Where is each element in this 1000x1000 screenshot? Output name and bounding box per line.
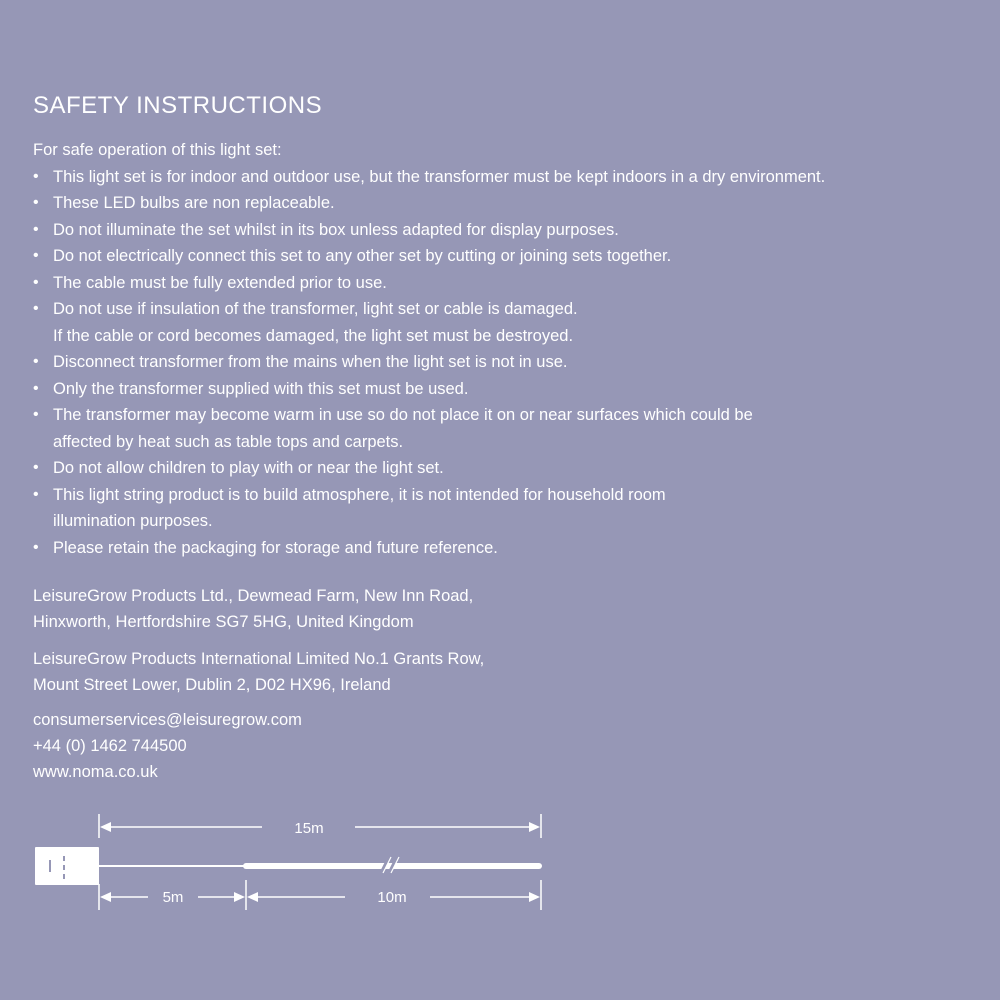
list-item: • Do not allow children to play with or near the light set. [33, 455, 983, 482]
list-item: • Only the transformer supplied with this set must be used. [33, 376, 983, 403]
ireland-address [33, 646, 484, 698]
arrow-right-icon [234, 892, 245, 902]
arrow-left-icon [247, 892, 258, 902]
intro-text: For safe operation of this light set: [33, 141, 282, 159]
contact-website: www.noma.co.uk [33, 763, 158, 781]
address-line: Mount Street Lower, Dublin 2, D02 HX96, Ireland [33, 676, 391, 694]
address-line: LeisureGrow Products Ltd., Dewmead Farm, New Inn Road, [33, 587, 474, 605]
list-item: • This light string product is to build atmosphere, it is not intended for household room illumination purposes. [33, 482, 983, 535]
list-item: • The transformer may become warm in use so do not place it on or near surfaces which could be affected by heat such as table tops and carpets. [33, 402, 983, 455]
contact-info [33, 707, 302, 785]
list-item: • Do not illuminate the set whilst in its box unless adapted for display purposes. [33, 217, 983, 244]
instruction-list [33, 164, 983, 562]
list-item: • Disconnect transformer from the mains when the light set is not in use. [33, 349, 983, 376]
address-line: LeisureGrow Products International Limited No.1 Grants Row, [33, 650, 485, 668]
page-title: SAFETY INSTRUCTIONS [33, 92, 323, 119]
list-item: • Do not electrically connect this set to any other set by cutting or joining sets together. [33, 243, 983, 270]
transformer-icon [35, 847, 99, 885]
lead-length-label: 5m [162, 889, 184, 906]
cable-length-diagram [0, 800, 600, 920]
list-item: • Do not use if insulation of the transformer, light set or cable is damaged. If the cable or cord becomes damaged, the light set must be destroyed. [33, 296, 983, 349]
list-item: • Please retain the packaging for storage and future reference. [33, 535, 983, 562]
uk-address [33, 583, 473, 635]
list-item: • These LED bulbs are non replaceable. [33, 190, 983, 217]
total-length-label: 15m [294, 820, 324, 837]
safety-instructions [33, 137, 983, 561]
list-item: • This light set is for indoor and outdoor use, but the transformer must be kept indoors in a dry environment. [33, 164, 983, 191]
arrow-right-icon [529, 822, 540, 832]
arrow-right-icon [529, 892, 540, 902]
list-item: • The cable must be fully extended prior to use. [33, 270, 983, 297]
lit-length-label: 10m [377, 889, 407, 906]
contact-phone: +44 (0) 1462 744500 [33, 737, 187, 755]
arrow-left-icon [100, 822, 111, 832]
arrow-left-icon [100, 892, 111, 902]
contact-email: consumerservices@leisuregrow.com [33, 711, 302, 729]
address-line: Hinxworth, Hertfordshire SG7 5HG, United Kingdom [33, 613, 414, 631]
